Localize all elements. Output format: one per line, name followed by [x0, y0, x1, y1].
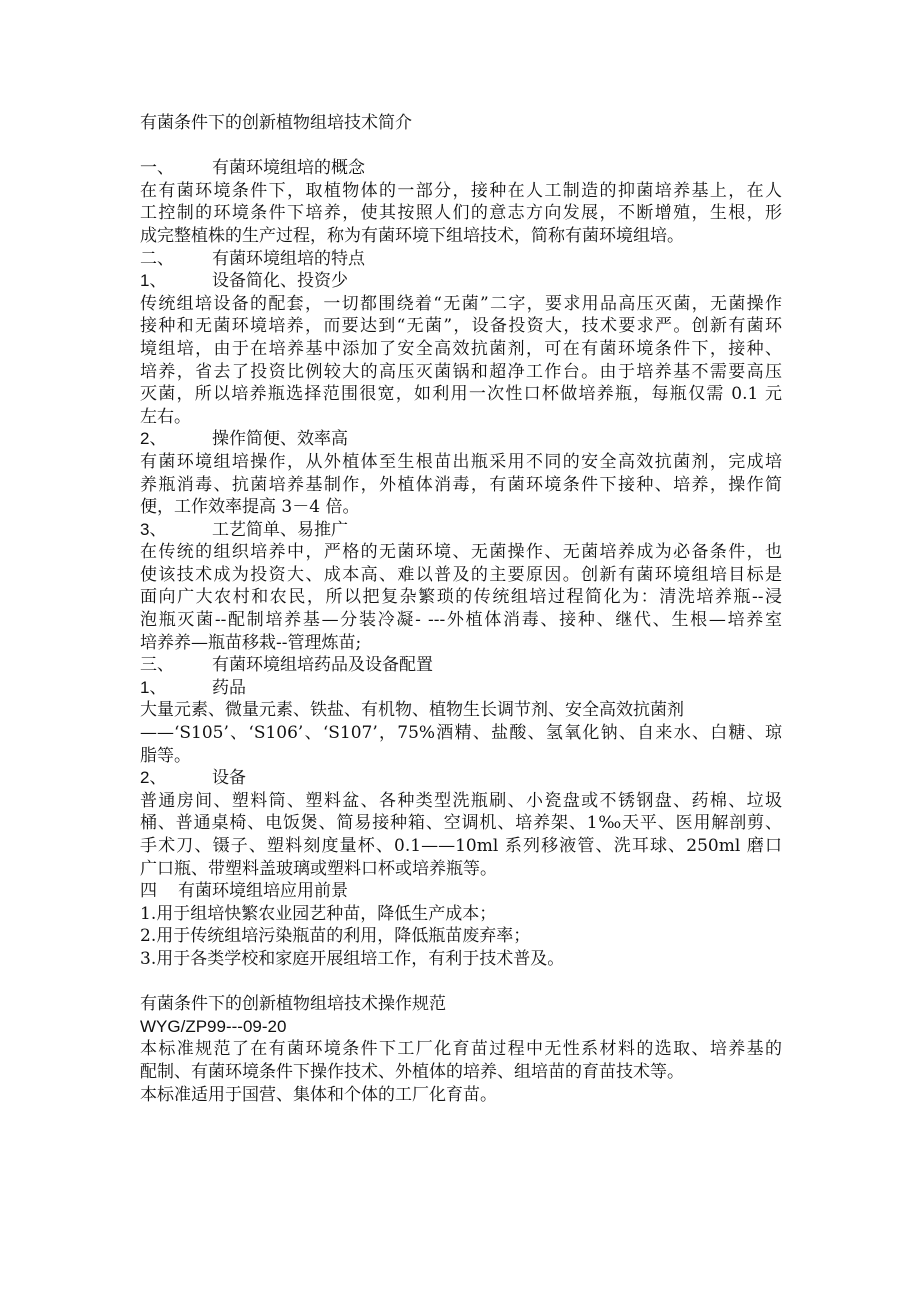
paragraph-line: 使该技术成为投资大、成本高、难以普及的主要原因。创新有菌环境组培目标是: [140, 564, 782, 585]
document-page: [140, 112, 782, 1106]
section-title: 有菌环境组培药品及设备配置: [212, 655, 433, 676]
subsection-heading-3-2: [140, 767, 782, 790]
section-title: 有菌环境组培应用前景: [178, 881, 348, 902]
spacer: [140, 971, 782, 994]
section-number: 四: [140, 881, 157, 902]
paragraph-line: 培养，省去了投资比例较大的高压灭菌锅和超净工作台。由于培养基不需要高压: [140, 361, 782, 382]
doc-title: 有菌条件下的创新植物组培技术简介: [140, 113, 412, 133]
paragraph-line: 广口瓶、带塑料盖玻璃或塑料口杯或培养瓶等。: [140, 858, 497, 879]
paragraph-line: 左右。: [140, 406, 191, 427]
paragraph-line: 灭菌，所以培养瓶选择范围很宽，如利用一次性口杯做培养瓶，每瓶仅需 0.1 元: [140, 384, 782, 405]
subsection-title: 设备简化、投资少: [212, 271, 348, 292]
list-item: 1.用于组培快繁农业园艺种苗，降低生产成本；: [140, 903, 497, 924]
paragraph-line: 桶、普通桌椅、电饭煲、简易接种箱、空调机、培养架、1‰天平、医用解剖剪、: [140, 813, 782, 834]
paragraph-line: 手术刀、镊子、塑料刻度量杯、0.1——10ml 系列移液管、洗耳球、250ml 磨口: [140, 836, 782, 856]
subsection-number: 3、: [140, 519, 167, 539]
section-number: 二、: [140, 248, 174, 269]
subsection-heading-2-1: [140, 270, 782, 293]
section-number: 一、: [140, 158, 174, 179]
paragraph-line: 培养养—瓶苗移栽--管理炼苗;: [140, 632, 362, 653]
paragraph-line: 配制、有菌环境条件下操作技术、外植体的培养、组培苗的育苗技术等。: [140, 1061, 684, 1082]
paragraph-line: 接种和无菌环境培养，而要达到“无菌”，设备投资大，技术要求严。创新有菌环: [140, 316, 782, 337]
paragraph-line: ——‘S105’、‘S106’、‘S107’，75%酒精、盐酸、氢氧化钠、自来水、白糖、琼: [140, 723, 782, 744]
subsection-heading-2-3: [140, 519, 782, 542]
paragraph-line: 工控制的环境条件下培养，使其按照人们的意志方向发展，不断增殖，生根，形: [140, 203, 782, 224]
paragraph-line: 养瓶消毒、抗菌培养基制作，外植体消毒，有菌环境条件下接种、培养，操作简: [140, 474, 782, 495]
section-title: 有菌环境组培的概念: [212, 158, 365, 179]
section-title: 有菌环境组培的特点: [212, 248, 365, 269]
spec-title: 有菌条件下的创新植物组培技术操作规范: [140, 994, 446, 1015]
list-item: 2.用于传统组培污染瓶苗的利用，降低瓶苗废弃率；: [140, 926, 531, 947]
subsection-number: 2、: [140, 429, 167, 449]
paragraph-line: 在传统的组织培养中，严格的无菌环境、无菌操作、无菌培养成为必备条件，也: [140, 542, 782, 563]
section-heading-1: [140, 157, 782, 180]
paragraph-line: 在有菌环境条件下，取植物体的一部分，接种在人工制造的抑菌培养基上，在人: [140, 180, 782, 201]
section-heading-3: [140, 654, 782, 677]
paragraph-line: 成完整植株的生产过程，称为有菌环境下组培技术，简称有菌环境组培。: [140, 225, 684, 246]
paragraph-line: 泡瓶灭菌--配制培养基—分装冷凝- ---外植体消毒、接种、继代、生根—培养室: [140, 610, 782, 631]
subsection-title: 工艺简单、易推广: [212, 519, 348, 540]
section-heading-4: [140, 880, 782, 903]
spacer: [140, 135, 782, 158]
paragraph-line: 本标准适用于国营、集体和个体的工厂化育苗。: [140, 1084, 497, 1105]
subsection-title: 操作简便、效率高: [212, 429, 348, 450]
subsection-title: 药品: [212, 677, 246, 698]
subsection-number: 2、: [140, 768, 167, 788]
subsection-title: 设备: [212, 768, 246, 789]
paragraph-line: 传统组培设备的配套，一切都围绕着“无菌”二字，要求用品高压灭菌，无菌操作: [140, 293, 782, 314]
list-item: 3.用于各类学校和家庭开展组培工作，有利于技术普及。: [140, 948, 565, 969]
spec-code: WYG/ZP99---09-20: [140, 1016, 287, 1036]
paragraph-line: 境组培，由于在培养基中添加了安全高效抗菌剂，可在有菌环境条件下，接种、: [140, 338, 782, 359]
paragraph-line: 普通房间、塑料筒、塑料盆、各种类型洗瓶刷、小瓷盘或不锈钢盘、药棉、垃圾: [140, 790, 782, 811]
section-number: 三、: [140, 655, 174, 676]
section-heading-2: [140, 248, 782, 271]
subsection-heading-2-2: [140, 428, 782, 451]
paragraph-line: 脂等。: [140, 745, 191, 766]
subsection-number: 1、: [140, 677, 167, 697]
paragraph-line: 便，工作效率提高 3－4 倍。: [140, 497, 360, 518]
paragraph-line: 面向广大农村和农民，所以把复杂繁琐的传统组培过程简化为：清洗培养瓶--浸: [140, 587, 782, 608]
paragraph-line: 本标准规范了在有菌环境条件下工厂化育苗过程中无性系材料的选取、培养基的: [140, 1039, 782, 1060]
paragraph-line: 大量元素、微量元素、铁盐、有机物、植物生长调节剂、安全高效抗菌剂: [140, 700, 684, 721]
subsection-heading-3-1: [140, 677, 782, 700]
subsection-number: 1、: [140, 271, 167, 291]
paragraph-line: 有菌环境组培操作，从外植体至生根苗出瓶采用不同的安全高效抗菌剂，完成培: [140, 451, 782, 472]
